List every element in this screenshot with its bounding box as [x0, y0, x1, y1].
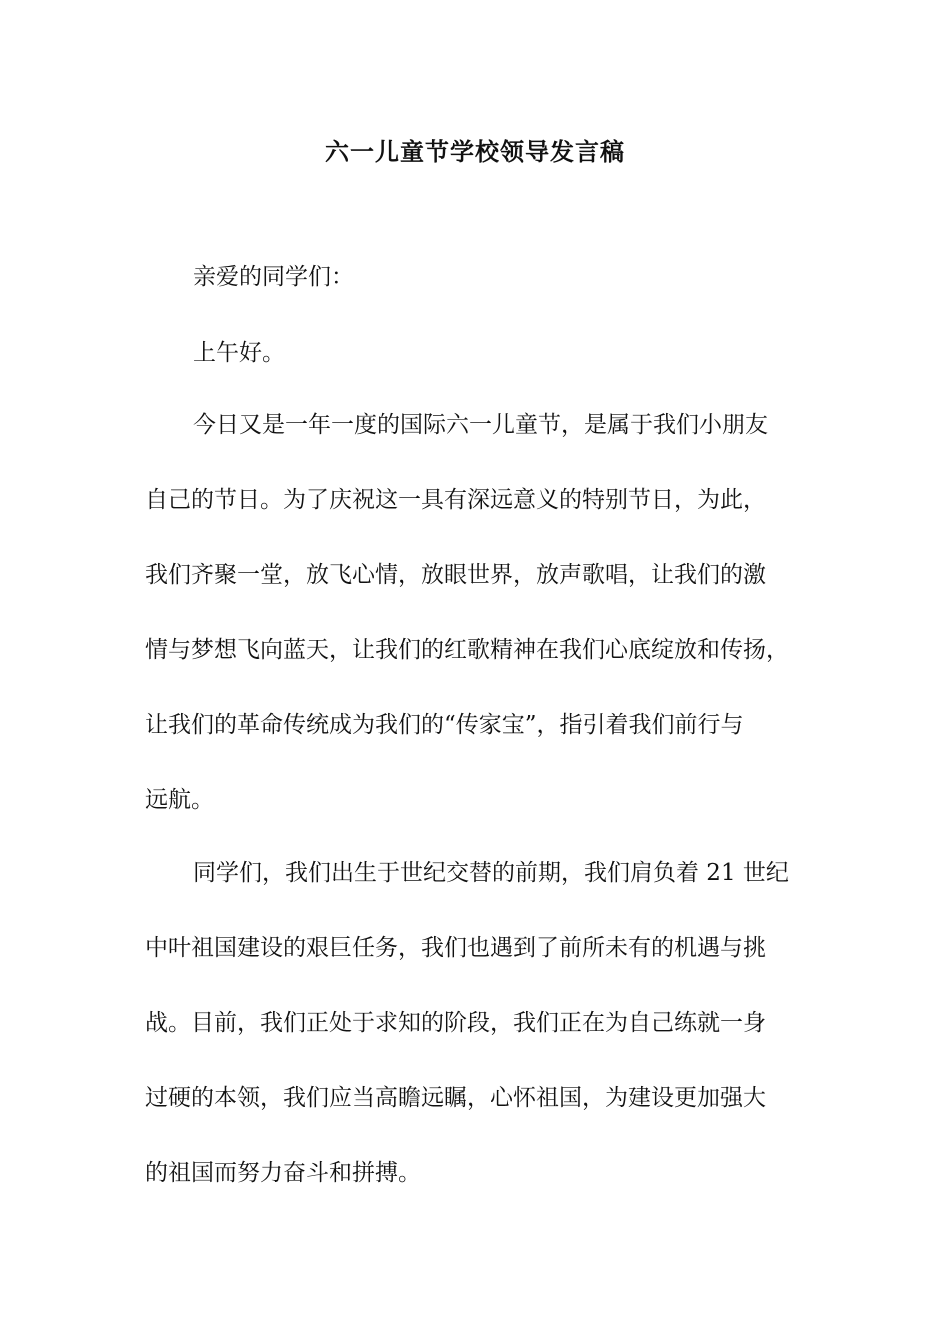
body-line: 中叶祖国建设的艰巨任务，我们也遇到了前所未有的机遇与挑	[145, 935, 766, 961]
salutation-line: 亲爱的同学们：	[193, 264, 354, 290]
body-line: 的祖国而努力奋斗和拼搏。	[145, 1160, 421, 1186]
body-line: 过硬的本领，我们应当高瞻远瞩，心怀祖国，为建设更加强大	[145, 1085, 766, 1111]
body-line: 同学们，我们出生于世纪交替的前期，我们肩负着 21 世纪	[193, 860, 789, 886]
body-line: 情与梦想飞向蓝天，让我们的红歌精神在我们心底绽放和传扬，	[145, 637, 789, 663]
body-line: 自己的节日。为了庆祝这一具有深远意义的特别节日，为此，	[145, 487, 766, 513]
body-line: 战。目前，我们正处于求知的阶段，我们正在为自己练就一身	[145, 1010, 766, 1036]
body-line: 我们齐聚一堂，放飞心情，放眼世界，放声歌唱，让我们的激	[145, 562, 766, 588]
document-title: 六一儿童节学校领导发言稿	[325, 137, 625, 166]
body-line: 让我们的革命传统成为我们的“传家宝”，指引着我们前行与	[145, 712, 744, 738]
body-line: 远航。	[145, 787, 214, 813]
greeting-line: 上午好。	[193, 340, 285, 366]
body-line: 今日又是一年一度的国际六一儿童节，是属于我们小朋友	[193, 412, 768, 438]
